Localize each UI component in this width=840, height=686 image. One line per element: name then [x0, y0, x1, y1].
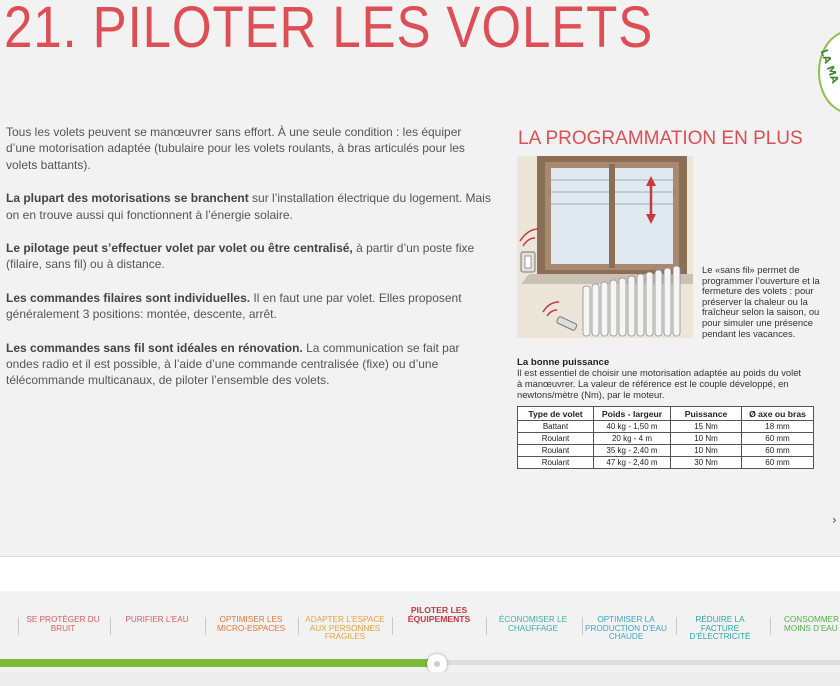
bottom-strip	[0, 672, 840, 686]
sans-fil-caption: Le «sans fil» permet de programmer l’ouverture et la fermeture des volets : pour préserver la chaleur ou la fraîcheur selon la saison, ou pour simuler une présence pendant les vacances.	[702, 264, 820, 339]
table-cell: 35 kg - 2,40 m	[594, 445, 671, 457]
intro-paragraph: Le pilotage peut s’effectuer volet par volet ou être centralisé, à partir d’un poste fixe (filaire, sans fil) ou à distance.	[6, 241, 475, 272]
intro-text	[6, 124, 492, 406]
nav-separator	[205, 617, 206, 635]
power-table	[517, 406, 814, 469]
table-cell: Roulant	[518, 433, 594, 445]
table-header: Poids - largeur	[594, 407, 671, 421]
nav-item-reduire-facture[interactable]: RÉDUIRE LA FACTURE D’ÉLECTRICITÉ	[689, 615, 751, 642]
intro-paragraph: La plupart des motorisations se branchent sur l’installation électrique du logement. Mais on en trouve aussi qui fonctionnent à l’énergie solaire.	[6, 191, 491, 222]
programmation-title: LA PROGRAMMATION EN PLUS	[518, 128, 803, 149]
nav-separator	[676, 617, 677, 635]
nav-separator	[770, 617, 771, 635]
intro-paragraph: Les commandes sans fil sont idéales en rénovation. La communication se fait par ondes radio et il est possible, à l’aide d’une commande centralisée (fixe) ou d’une télécommande multicanaux, de piloter l’ensemble des volets.	[6, 340, 460, 388]
page-title: 21. PILOTER LES VOLETS	[4, 0, 654, 60]
table-header: Puissance	[671, 407, 742, 421]
nav-item-se-proteger-du-bruit[interactable]: SE PROTÉGER DU BRUIT	[26, 615, 100, 633]
table-cell: 10 Nm	[671, 433, 742, 445]
brand-badge	[818, 30, 840, 114]
progress-slider-handle[interactable]	[427, 654, 447, 674]
nav-separator	[486, 617, 487, 635]
nav-separator	[18, 617, 19, 635]
table-cell: 15 Nm	[671, 421, 742, 433]
table-header: Ø axe ou bras	[742, 407, 814, 421]
nav-item-adapter-espace[interactable]: ADAPTER L’ESPACE AUX PERSONNES FRAGILES	[305, 615, 385, 642]
table-cell: 10 Nm	[671, 445, 742, 457]
progress-fill	[0, 659, 437, 667]
table-row	[518, 457, 814, 469]
nav-separator	[110, 617, 111, 635]
nav-item-optimiser-micro-espaces[interactable]: OPTIMISER LES MICRO-ESPACES	[216, 615, 286, 633]
intro-paragraph: Tous les volets peuvent se manœuvrer sans effort. À une seule condition : les équiper d’une motorisation adaptée (tubulaire pour les volets roulants, à bras articulés pour les volets battants).	[6, 125, 465, 172]
chapter-nav	[0, 591, 840, 651]
bonne-puissance-title: La bonne puissance	[517, 357, 610, 368]
nav-item-economiser-chauffage[interactable]: ÉCONOMISER LE CHAUFFAGE	[498, 615, 568, 633]
table-cell: Roulant	[518, 445, 594, 457]
table-header: Type de volet	[518, 407, 594, 421]
nav-separator	[298, 617, 299, 635]
table-cell: 20 kg - 4 m	[594, 433, 671, 445]
table-cell: Battant	[518, 421, 594, 433]
bonne-puissance-text: Il est essentiel de choisir une motorisation adaptée au poids du volet à manœuvrer. La valeur de référence est le couple développé, en newtons/mètre (Nm), par le moteur.	[517, 367, 802, 400]
nav-item-production-eau-chaude[interactable]: OPTIMISER LA PRODUCTION D’EAU CHAUDE	[585, 615, 667, 642]
table-row	[518, 433, 814, 445]
content-divider-band	[0, 556, 840, 591]
nav-item-purifier-l-eau[interactable]: PURIFIER L’EAU	[125, 615, 189, 624]
table-row	[518, 445, 814, 457]
intro-paragraph: Les commandes filaires sont individuelles. Il en faut une par volet. Elles proposent généralement 3 positions: montée, descente, arrêt.	[6, 290, 462, 322]
nav-item-piloter-equipements[interactable]: PILOTER LES ÉQUIPEMENTS	[407, 605, 471, 624]
table-row	[518, 421, 814, 433]
window-shutter-illustration	[517, 156, 693, 338]
table-cell: 60 mm	[742, 433, 814, 445]
nav-item-consommer-moins-eau[interactable]: CONSOMMER MOINS D’EAU	[784, 616, 840, 633]
badge-text: LA MA	[817, 48, 840, 85]
chevron-right-icon[interactable]: ›	[832, 513, 837, 527]
table-cell: 18 mm	[742, 421, 814, 433]
table-cell: 60 mm	[742, 445, 814, 457]
table-cell: 40 kg - 1,50 m	[594, 421, 671, 433]
table-cell: Roulant	[518, 457, 594, 469]
table-cell: 47 kg - 2,40 m	[594, 457, 671, 469]
nav-separator	[582, 617, 583, 635]
nav-separator	[392, 617, 393, 635]
table-cell: 60 mm	[742, 457, 814, 469]
table-cell: 30 Nm	[671, 457, 742, 469]
